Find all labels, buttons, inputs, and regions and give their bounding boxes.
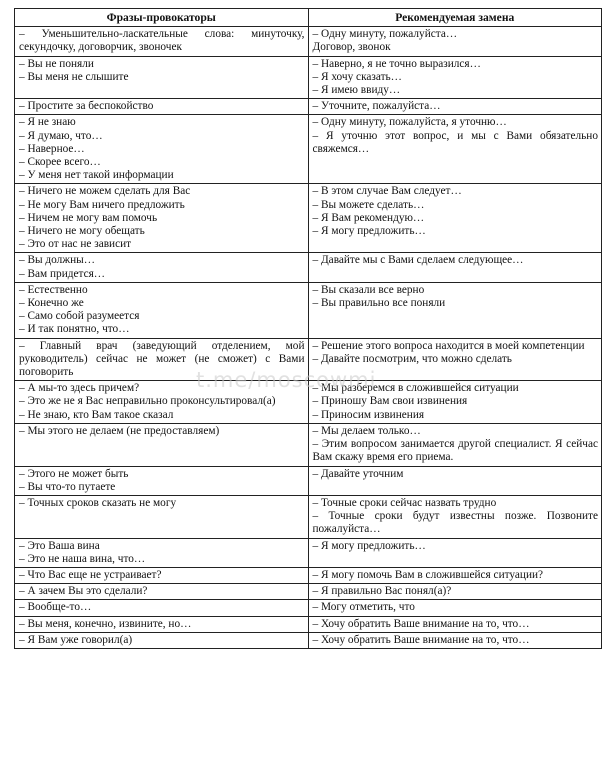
replacement-phrase-line: – Этим вопросом занимается другой специалист. Я сейчас Вам скажу время его приема.: [312, 438, 598, 464]
provocative-phrase-line: – Я думаю, что…: [19, 129, 103, 142]
replacement-phrase-line: – Вы сказали все верно: [312, 283, 425, 296]
phrases-table: [14, 8, 602, 649]
provocative-phrase-line: – Главный врач (заведующий отделением, мой руководитель) сейчас не может (не сможет) с Вами поговорить: [19, 339, 305, 379]
replacement-phrase-line: – Точные сроки будут известны позже. Позвоните пожалуйста…: [312, 510, 598, 536]
replacement-phrase-line: – Я хочу сказать…: [312, 70, 402, 83]
replacement-phrase-cell: [308, 282, 602, 338]
provocative-phrase-line: – Что Вас еще не устраивает?: [19, 568, 162, 581]
replacement-phrase-line: – Вы правильно все поняли: [312, 297, 446, 310]
provocative-phrase-cell: [15, 632, 309, 648]
table-row: [15, 466, 602, 495]
replacement-phrase-line: – Я Вам рекомендую…: [312, 211, 425, 224]
provocative-phrase-line: – Точных сроков сказать не могу: [19, 496, 177, 509]
provocative-phrase-line: – Само собой разумеется: [19, 310, 140, 323]
provocative-phrase-line: – Я не знаю: [19, 116, 76, 129]
table-row: [15, 423, 602, 466]
provocative-phrase-cell: [15, 338, 309, 381]
table-row: [15, 495, 602, 538]
replacement-phrase-line: – Я имею ввиду…: [312, 84, 401, 97]
provocative-phrase-line: – Простите за беспокойство: [19, 100, 154, 113]
replacement-phrase-line: Договор, звонок: [312, 41, 391, 54]
provocative-phrase-line: – А зачем Вы это сделали?: [19, 585, 148, 598]
provocative-phrase-line: – Этого не может быть: [19, 467, 129, 480]
table-row: [15, 99, 602, 115]
provocative-phrase-line: – У меня нет такой информации: [19, 169, 174, 182]
replacement-phrase-cell: [308, 253, 602, 282]
replacement-phrase-line: – Решение этого вопроса находится в моей компетенции: [312, 339, 585, 352]
provocative-phrase-line: – Ничего не могу обещать: [19, 225, 145, 238]
provocative-phrase-line: – Вы должны…: [19, 254, 96, 267]
provocative-phrase-line: – Уменьшительно-ласкательные слова: минуточку, секундочку, договорчик, звоночек: [19, 28, 305, 54]
table-row: [15, 632, 602, 648]
provocative-phrase-line: – Это от нас не зависит: [19, 238, 132, 251]
provocative-phrase-line: – Вы не поняли: [19, 57, 94, 70]
provocative-phrase-line: – И так понятно, что…: [19, 323, 130, 336]
provocative-phrase-line: – Вы меня, конечно, извините, но…: [19, 617, 192, 630]
replacement-phrase-cell: [308, 466, 602, 495]
table-row: [15, 56, 602, 99]
replacement-phrase-line: – Я правильно Вас понял(а)?: [312, 585, 452, 598]
replacement-phrase-line: – Я могу помочь Вам в сложившейся ситуации?: [312, 568, 544, 581]
replacement-phrase-cell: [308, 56, 602, 99]
provocative-phrase-line: – Вы что-то путаете: [19, 480, 116, 493]
table-row: [15, 616, 602, 632]
replacement-phrase-line: – Мы разберемся в сложившейся ситуации: [312, 382, 519, 395]
provocative-phrase-line: – А мы-то здесь причем?: [19, 382, 140, 395]
replacement-phrase-line: – Я могу предложить…: [312, 225, 426, 238]
replacement-phrase-line: – Точные сроки сейчас назвать трудно: [312, 496, 497, 509]
header-provocative-phrases: Фразы-провокаторы: [15, 9, 309, 27]
replacement-phrase-line: – Приношу Вам свои извинения: [312, 395, 468, 408]
replacement-phrase-line: – Приносим извинения: [312, 408, 425, 421]
provocative-phrase-line: – Скорее всего…: [19, 156, 101, 169]
provocative-phrase-line: – Вообще-то…: [19, 601, 92, 614]
table-row: [15, 27, 602, 56]
provocative-phrase-line: – Наверное…: [19, 142, 85, 155]
replacement-phrase-cell: [308, 538, 602, 567]
provocative-phrase-line: – Ничего не можем сделать для Вас: [19, 185, 191, 198]
replacement-phrase-line: – Я могу предложить…: [312, 539, 426, 552]
provocative-phrase-line: – Это Ваша вина: [19, 539, 100, 552]
replacement-phrase-cell: [308, 423, 602, 466]
replacement-phrase-line: – В этом случае Вам следует…: [312, 185, 462, 198]
table-row: [15, 282, 602, 338]
replacement-phrase-line: – Вы можете сделать…: [312, 198, 425, 211]
provocative-phrase-cell: [15, 466, 309, 495]
provocative-phrase-cell: [15, 495, 309, 538]
provocative-phrase-line: – Мы этого не делаем (не предоставляем): [19, 424, 220, 437]
replacement-phrase-cell: [308, 584, 602, 600]
provocative-phrase-cell: [15, 253, 309, 282]
replacement-phrase-line: – Давайте посмотрим, что можно сделать: [312, 352, 512, 365]
provocative-phrase-cell: [15, 282, 309, 338]
replacement-phrase-line: – Могу отметить, что: [312, 601, 415, 614]
provocative-phrase-line: – Вам придется…: [19, 267, 106, 280]
header-recommended-replacement: Рекомендуемая замена: [308, 9, 602, 27]
table-row: [15, 253, 602, 282]
provocative-phrase-line: – Вы меня не слышите: [19, 70, 129, 83]
provocative-phrase-cell: [15, 27, 309, 56]
table-row: [15, 600, 602, 616]
replacement-phrase-line: – Уточните, пожалуйста…: [312, 100, 441, 113]
table-row: [15, 538, 602, 567]
replacement-phrase-line: – Наверно, я не точно выразился…: [312, 57, 481, 70]
replacement-phrase-cell: [308, 600, 602, 616]
provocative-phrase-cell: [15, 538, 309, 567]
provocative-phrase-line: – Не знаю, кто Вам такое сказал: [19, 408, 174, 421]
replacement-phrase-line: – Хочу обратить Ваше внимание на то, что…: [312, 617, 530, 630]
table-row: [15, 184, 602, 253]
replacement-phrase-line: – Я уточню этот вопрос, и мы с Вами обязательно свяжемся…: [312, 129, 598, 155]
provocative-phrase-cell: [15, 616, 309, 632]
replacement-phrase-cell: [308, 115, 602, 184]
provocative-phrase-cell: [15, 600, 309, 616]
provocative-phrase-line: – Я Вам уже говорил(а): [19, 633, 133, 646]
replacement-phrase-cell: [308, 616, 602, 632]
replacement-phrase-cell: [308, 99, 602, 115]
provocative-phrase-cell: [15, 381, 309, 424]
provocative-phrase-cell: [15, 115, 309, 184]
replacement-phrase-cell: [308, 495, 602, 538]
replacement-phrase-cell: [308, 184, 602, 253]
replacement-phrase-line: – Одну минуту, пожалуйста, я уточню…: [312, 116, 507, 129]
provocative-phrase-cell: [15, 99, 309, 115]
table-row: [15, 115, 602, 184]
provocative-phrase-line: – Это не наша вина, что…: [19, 552, 146, 565]
provocative-phrase-cell: [15, 423, 309, 466]
replacement-phrase-cell: [308, 27, 602, 56]
replacement-phrase-cell: [308, 632, 602, 648]
table-row: [15, 381, 602, 424]
watermark-text: t.me/moscowmi: [196, 368, 377, 392]
provocative-phrase-cell: [15, 584, 309, 600]
replacement-phrase-line: – Одну минуту, пожалуйста…: [312, 28, 458, 41]
table-header-row: [15, 9, 602, 27]
table-row: [15, 567, 602, 583]
provocative-phrase-cell: [15, 184, 309, 253]
replacement-phrase-line: – Давайте уточним: [312, 467, 404, 480]
provocative-phrase-line: – Естественно: [19, 283, 88, 296]
provocative-phrase-cell: [15, 56, 309, 99]
provocative-phrase-line: – Не могу Вам ничего предложить: [19, 198, 185, 211]
provocative-phrase-line: – Конечно же: [19, 297, 84, 310]
replacement-phrase-line: – Хочу обратить Ваше внимание на то, что…: [312, 633, 530, 646]
table-body: [15, 27, 602, 649]
replacement-phrase-cell: [308, 338, 602, 381]
table-row: [15, 584, 602, 600]
provocative-phrase-line: – Это же не я Вас неправильно проконсультировал(а): [19, 395, 276, 408]
table-row: [15, 338, 602, 381]
provocative-phrase-cell: [15, 567, 309, 583]
replacement-phrase-line: – Давайте мы с Вами сделаем следующее…: [312, 254, 524, 267]
replacement-phrase-cell: [308, 381, 602, 424]
provocative-phrase-line: – Ничем не могу вам помочь: [19, 211, 158, 224]
replacement-phrase-cell: [308, 567, 602, 583]
replacement-phrase-line: – Мы делаем только…: [312, 424, 421, 437]
